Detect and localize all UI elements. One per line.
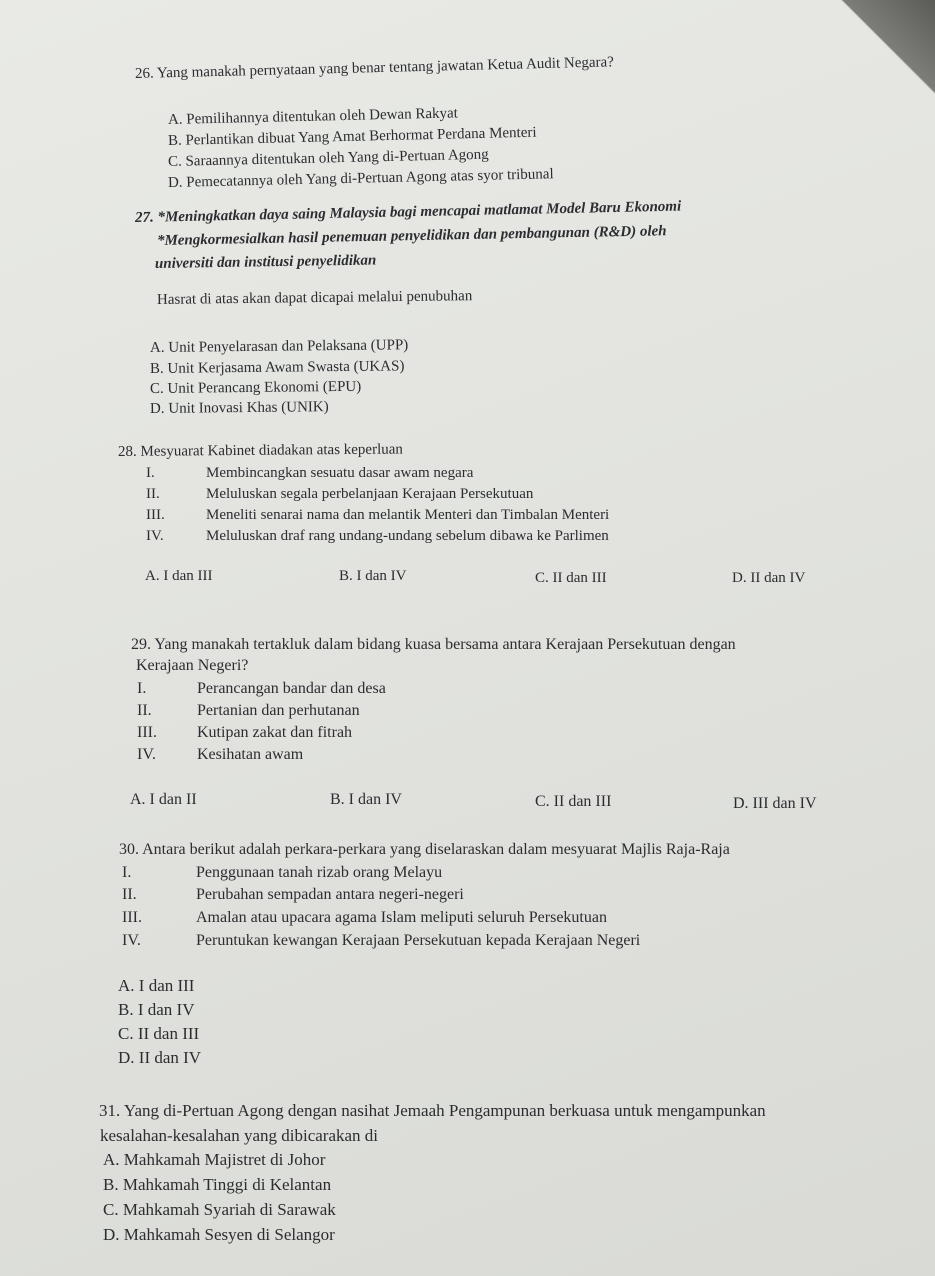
question-27-prompt: Hasrat di atas akan dapat dicapai melalui penubuhan [156,288,473,308]
item-numeral: II. [122,886,137,903]
item-text: Kutipan zakat dan fitrah [197,724,353,741]
question-31-option-c: C. Mahkamah Syariah di Sarawak [103,1200,336,1219]
item-numeral: IV. [146,528,164,544]
question-29-item-3 [137,724,352,742]
question-31-stem-line-2: kesalahan-kesalahan yang dibicarakan di [100,1126,379,1145]
question-28-item-1 [146,465,473,482]
question-27-option-a: A. Unit Penyelarasan dan Pelaksana (UPP) [149,337,409,356]
question-26-option-d: D. Pemecatannya oleh Yang di-Pertuan Agong atas syor tribunal [167,166,554,191]
item-numeral: II. [146,486,160,502]
question-28-stem: 28. Mesyuarat Kabinet diadakan atas keperluan [117,441,403,460]
question-28-option-d: D. II dan IV [732,570,806,586]
question-29-item-1 [137,680,386,698]
item-numeral: III. [137,724,157,741]
question-30-stem: 30. Antara berikut adalah perkara-perkara yang diselaraskan dalam mesyuarat Majlis Raja-Raja [119,841,730,858]
item-text: Membincangkan sesuatu dasar awam negara [206,465,474,481]
item-numeral: IV. [122,932,141,949]
item-numeral: IV. [137,746,156,763]
question-27-stem-line-2: *Mengkormesialkan hasil penemuan penyelidikan dan pembangunan (R&D) oleh [156,223,667,249]
question-30-item-3 [122,909,607,927]
item-text: Perubahan sempadan antara negeri-negeri [196,886,464,903]
question-28-item-3 [146,507,609,524]
question-28-option-b: B. I dan IV [339,568,407,584]
question-28-option-a: A. I dan III [145,568,213,584]
item-numeral: I. [122,864,132,881]
question-28-item-4 [146,528,609,545]
question-27-option-c: C. Unit Perancang Ekonomi (EPU) [149,378,362,397]
question-29-option-d: D. III dan IV [733,795,817,812]
question-29-option-b: B. I dan IV [330,791,402,808]
question-31-option-b: B. Mahkamah Tinggi di Kelantan [103,1175,332,1194]
question-30-item-4 [122,932,640,950]
item-numeral: I. [146,465,155,481]
question-30-item-1 [122,864,442,882]
question-29-stem-line-1: 29. Yang manakah tertakluk dalam bidang kuasa bersama antara Kerajaan Persekutuan dengan [131,636,736,653]
item-numeral: III. [122,909,142,926]
item-text: Meluluskan draf rang undang-undang sebelum dibawa ke Parlimen [206,528,609,544]
item-text: Perancangan bandar dan desa [197,680,386,697]
question-31-option-a: A. Mahkamah Majistret di Johor [103,1150,326,1169]
question-30-option-c: C. II dan III [118,1024,200,1043]
question-28-item-2 [146,486,533,503]
item-text: Kesihatan awam [197,746,304,763]
item-numeral: III. [146,507,165,523]
question-29-option-a: A. I dan II [130,791,197,808]
question-30-option-b: B. I dan IV [118,1000,195,1019]
question-31-stem-line-1: 31. Yang di-Pertuan Agong dengan nasihat Jemaah Pengampunan berkuasa untuk mengampunkan [99,1101,766,1120]
item-numeral: I. [137,680,147,697]
question-29-option-c: C. II dan III [535,793,612,810]
item-text: Meneliti senarai nama dan melantik Menteri dan Timbalan Menteri [206,507,610,523]
item-text: Pertanian dan perhutanan [197,702,360,719]
question-26-option-c: C. Saraannya ditentukan oleh Yang di-Pertuan Agong [167,146,489,170]
question-30-option-a: A. I dan III [118,976,195,995]
question-27-stem-line-1: 27. *Meningkatkan daya saing Malaysia bagi mencapai matlamat Model Baru Ekonomi [134,198,682,226]
question-30-item-2 [122,886,464,904]
item-text: Peruntukan kewangan Kerajaan Persekutuan kepada Kerajaan Negeri [196,932,641,949]
question-29-item-2 [137,702,360,720]
item-numeral: II. [137,702,152,719]
question-30-option-d: D. II dan IV [118,1048,202,1067]
question-26-option-b: B. Perlantikan dibuat Yang Amat Berhormat Perdana Menteri [167,124,537,149]
item-text: Meluluskan segala perbelanjaan Kerajaan Persekutuan [206,486,534,502]
question-27-option-b: B. Unit Kerjasama Awam Swasta (UKAS) [149,358,405,377]
question-31-option-d: D. Mahkamah Sesyen di Selangor [103,1225,335,1244]
item-text: Penggunaan tanah rizab orang Melayu [196,864,443,881]
item-text: Amalan atau upacara agama Islam meliputi seluruh Persekutuan [196,909,607,926]
question-29-stem-line-2: Kerajaan Negeri? [136,657,249,674]
question-26-stem: 26. Yang manakah pernyataan yang benar tentang jawatan Ketua Audit Negara? [134,54,615,82]
question-29-item-4 [137,746,303,764]
question-27-stem-line-3: universiti dan institusi penyelidikan [154,252,377,272]
question-28-option-c: C. II dan III [535,570,607,586]
question-27-option-d: D. Unit Inovasi Khas (UNIK) [149,399,329,417]
question-26-option-a: A. Pemilihannya ditentukan oleh Dewan Rakyat [167,105,459,128]
